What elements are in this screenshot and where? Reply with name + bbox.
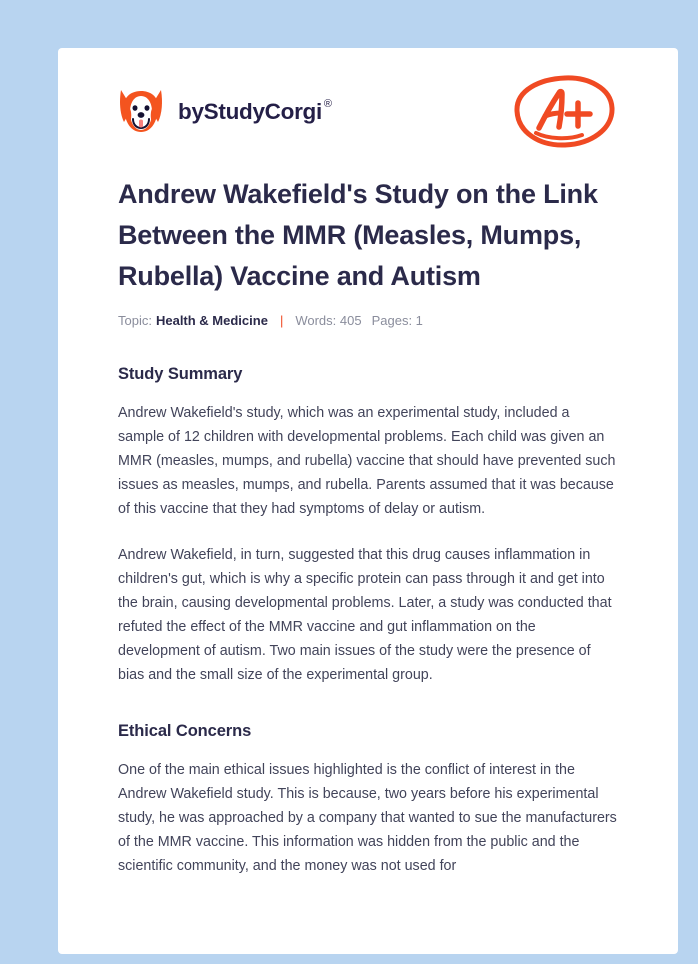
document-meta: [118, 312, 618, 330]
section-ethical-concerns: [118, 687, 618, 743]
registered-mark-icon: ®: [323, 97, 332, 110]
paragraph: One of the main ethical issues highlighted is the conflict of interest in the Andrew Wakefield study. This is because, two years before his experimental study, he was approached by a company that wanted to sue the manufacturers of the MMR vaccine. This information was hidden from the public and the scientific community, and the money was not used for: [118, 762, 617, 874]
a-plus-grade-badge-icon: [512, 71, 618, 153]
corgi-logo-icon: [118, 86, 164, 138]
brand-prefix: by: [178, 98, 204, 124]
paragraph: Andrew Wakefield's study, which was an experimental study, included a sample of 12 children with developmental problems. Each child was given an MMR (measles, mumps, and rubella) vaccine that should have prevented such issues as measles, mumps, and rubella. Parents assumed that it was because of this vaccine that they had symptoms of delay or autism.: [118, 405, 616, 517]
page-title: Andrew Wakefield's Study on the Link Between the MMR (Measles, Mumps, Rubella) Vaccine and Autism: [118, 179, 598, 291]
section-heading: Ethical Concerns: [118, 722, 252, 740]
section-study-summary: [118, 330, 618, 386]
word-count: Words: 405: [295, 313, 362, 328]
topic-value[interactable]: Health & Medicine: [155, 313, 268, 328]
brand-name: StudyCorgi: [203, 98, 322, 124]
section-heading: Study Summary: [118, 365, 243, 383]
paragraph: Andrew Wakefield, in turn, suggested that this drug causes inflammation in children's gut, which is why a specific protein can pass through it and get into the brain, causing developmental problems. Later, a study was conducted that refuted the effect of the MMR vaccine and gut inflammation on the development of autism. Two main issues of the study were the presence of bias and the small size of the experimental group.: [118, 547, 612, 683]
brand-wordmark: [178, 97, 332, 124]
meta-separator: |: [279, 313, 284, 328]
page-count: Pages: 1: [371, 313, 423, 328]
topic-label: Topic:: [118, 313, 152, 328]
brand-header: [118, 48, 618, 152]
brand-logo-group[interactable]: [118, 86, 330, 138]
document-page-sheet: [58, 48, 678, 954]
